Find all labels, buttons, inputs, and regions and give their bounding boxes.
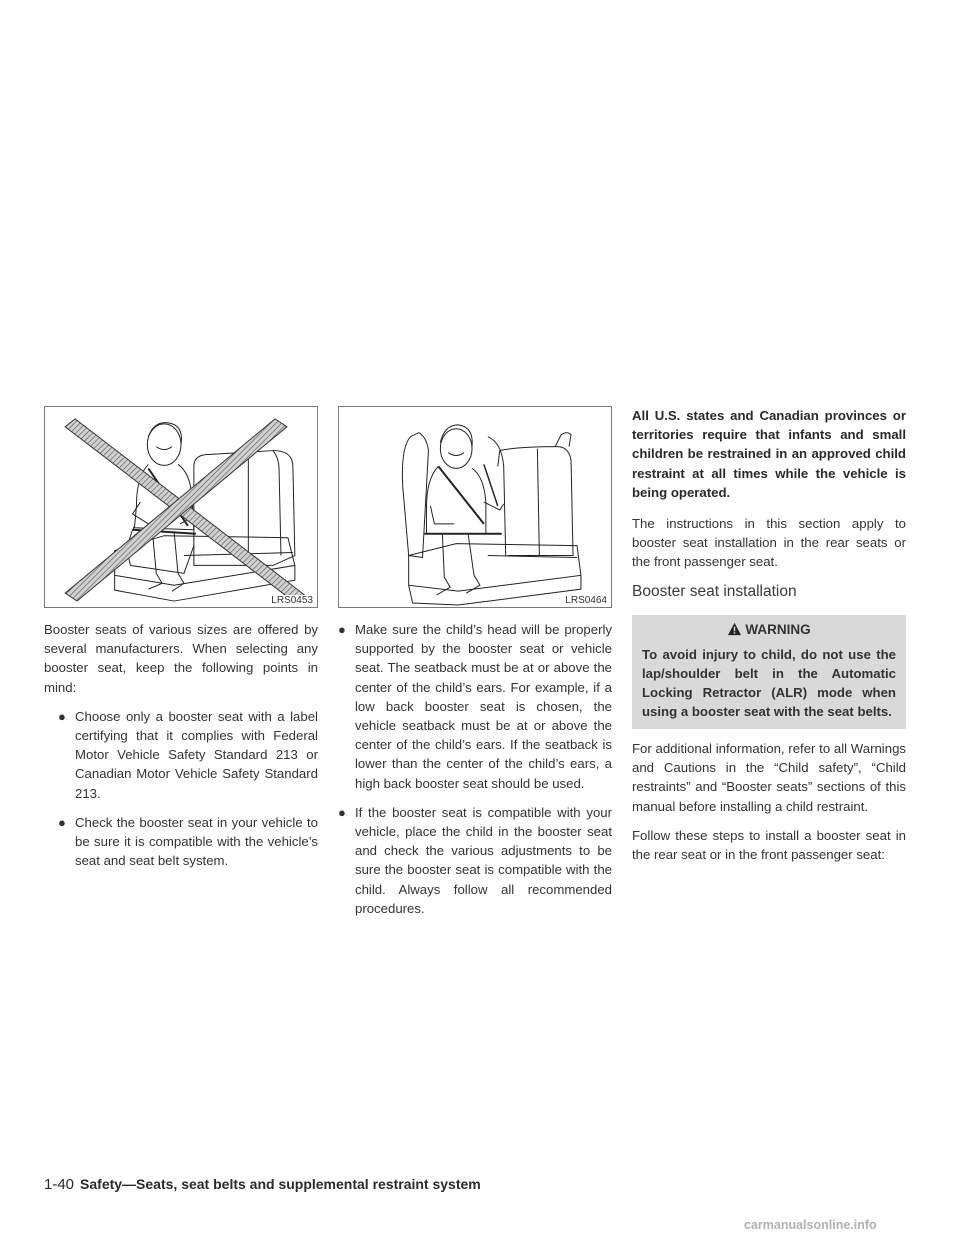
section-heading: Booster seat installation: [632, 582, 797, 600]
child-booster-seat-drawing: [339, 407, 611, 607]
column-2: [338, 620, 612, 928]
steps-intro-paragraph: Follow these steps to install a booster seat in the rear seat or in the front passenger seat:: [632, 827, 906, 863]
footer-section-title: Safety—Seats, seat belts and supplemental restraint system: [80, 1176, 481, 1192]
warning-box: [632, 615, 906, 729]
list-item: [338, 803, 612, 918]
warning-title: [632, 615, 906, 645]
bullet-icon: ●: [338, 622, 346, 637]
bullet-icon: ●: [338, 804, 346, 820]
illustration-booster-seat-incorrect: [44, 406, 318, 608]
illustration-booster-seat-correct: [338, 406, 612, 608]
intro-paragraph: Booster seats of various sizes are offered by several manufacturers. When selecting any booster seat, keep the following points in mind:: [44, 622, 318, 695]
figure-code-label: LRS0464: [565, 595, 607, 606]
warning-text: To avoid injury to child, do not use the lap/shoulder belt in the Automatic Locking Retractor (ALR) mode when using a booster seat with the seat belts.: [642, 647, 896, 720]
bullet-icon: ●: [58, 814, 66, 830]
list-item: [44, 813, 318, 871]
bullet-icon: ●: [58, 708, 66, 724]
additional-info-paragraph: For additional information, refer to all Warnings and Cautions in the “Child safety”, “Child restraints” and “Booster seats” sections of this manual before installing a child restraint.: [632, 741, 906, 814]
warning-title-text: WARNING: [745, 621, 811, 637]
list-item-text: Choose only a booster seat with a label certifying that it complies with Federal Motor Vehicle Safety Standard 213 or Canadian Motor Vehicle Safety Standard 213.: [75, 708, 318, 801]
child-booster-seat-crossed-drawing: [45, 407, 317, 607]
figure-code-label: LRS0453: [271, 595, 313, 606]
list-item: [338, 620, 612, 793]
column-1: [44, 620, 318, 880]
list-item-text: Make sure the child’s head will be properly supported by the booster seat or vehicle seat. The seatback must be at or above the center of the child’s ears. For example, if a low back booster seat is chosen, the vehicle seatback must be at or above the center of the child’s ears. If the seatback is lower than the center of the child’s ears, a high back booster seat should be used.: [355, 622, 612, 791]
page-footer: [44, 1176, 481, 1193]
list-item-text: Check the booster seat in your vehicle to be sure it is compatible with the vehicle’s seat and seat belt system.: [75, 814, 318, 869]
list-item-text: If the booster seat is compatible with your vehicle, place the child in the booster seat and check the various adjustments to be sure the booster seat is compatible with the child. Always follow all recommended procedures.: [355, 804, 612, 916]
watermark-text: carmanualsonline.info: [744, 1218, 877, 1232]
scope-paragraph: The instructions in this section apply to booster seat installation in the rear seats or the front passenger seat.: [632, 516, 906, 570]
legal-requirement-paragraph: All U.S. states and Canadian provinces or territories require that infants and small children be restrained in an approved child restraint at all times while the vehicle is being operated.: [632, 408, 906, 500]
list-item: [44, 707, 318, 803]
page-number: 1-40: [44, 1176, 75, 1193]
column-3: [632, 406, 906, 874]
warning-icon: [727, 622, 742, 636]
